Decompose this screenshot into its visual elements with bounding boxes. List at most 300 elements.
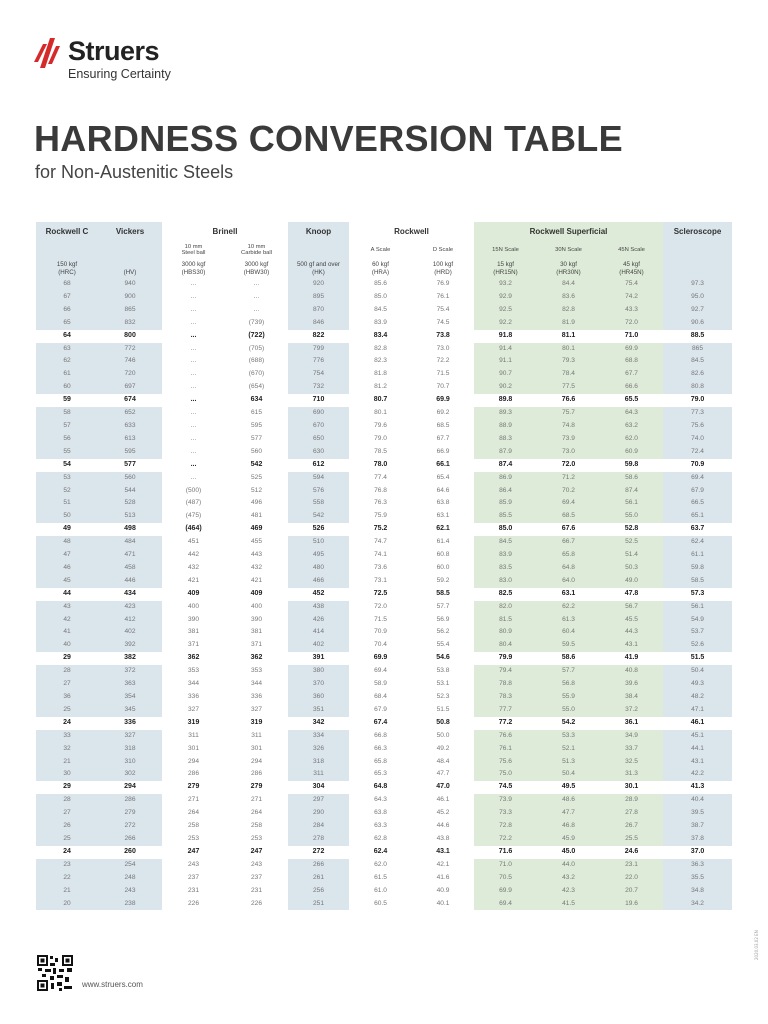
table-cell: 71.5 [349, 614, 412, 627]
table-cell: 48.2 [663, 691, 732, 704]
table-cell: 865 [663, 343, 732, 356]
table-cell: 261 [288, 872, 349, 885]
table-cell: 78.3 [474, 691, 537, 704]
table-cell: 381 [162, 626, 225, 639]
table-cell: 81.1 [537, 330, 600, 343]
table-row [36, 343, 732, 356]
table-cell: 311 [288, 768, 349, 781]
table-cell: 70.4 [349, 639, 412, 652]
table-cell: (654) [225, 381, 288, 394]
table-row [36, 549, 732, 562]
table-cell: (688) [225, 355, 288, 368]
table-row [36, 898, 732, 911]
table-cell: 47.7 [537, 807, 600, 820]
table-cell: 36 [36, 691, 98, 704]
table-cell: 95.0 [663, 291, 732, 304]
table-cell: 21 [36, 756, 98, 769]
table-cell: 61.1 [663, 549, 732, 562]
group-header: Scleroscope [663, 222, 732, 241]
table-row [36, 807, 732, 820]
table-cell: 360 [288, 691, 349, 704]
table-cell: 28 [36, 665, 98, 678]
table-cell: 72.4 [663, 446, 732, 459]
table-cell: 39.6 [600, 678, 663, 691]
table-cell: 59.8 [663, 562, 732, 575]
table-cell: 56.9 [412, 614, 474, 627]
table-cell: 45.2 [412, 807, 474, 820]
table-cell: 89.3 [474, 407, 537, 420]
table-cell: 80.8 [663, 381, 732, 394]
table-cell: 41.9 [600, 652, 663, 665]
table-cell: ... [162, 355, 225, 368]
table-cell: 78.8 [474, 678, 537, 691]
table-cell: 542 [225, 459, 288, 472]
table-cell: 64.8 [537, 562, 600, 575]
page-subtitle: for Non-Austenitic Steels [35, 162, 234, 182]
table-cell: 414 [288, 626, 349, 639]
table-cell: 327 [225, 704, 288, 717]
column-subheader: A Scale [349, 241, 412, 259]
table-cell: 52.6 [663, 639, 732, 652]
table-row [36, 588, 732, 601]
table-cell: 226 [225, 898, 288, 911]
table-cell: 56.2 [412, 626, 474, 639]
table-cell: 822 [288, 330, 349, 343]
table-cell: 71.6 [474, 846, 537, 859]
table-cell: 62.4 [663, 536, 732, 549]
table-cell: 79.9 [474, 652, 537, 665]
table-cell: 53 [36, 472, 98, 485]
table-cell: 37.2 [600, 704, 663, 717]
table-cell: 455 [225, 536, 288, 549]
column-unit [663, 259, 732, 278]
table-cell: ... [225, 304, 288, 317]
table-cell: 57.3 [663, 588, 732, 601]
table-cell: 70.2 [537, 485, 600, 498]
table-cell: 471 [98, 549, 162, 562]
table-cell: 79.3 [537, 355, 600, 368]
table-cell: 24 [36, 717, 98, 730]
table-cell: 66.6 [600, 381, 663, 394]
table-units-header [36, 259, 732, 278]
table-cell: 48 [36, 536, 98, 549]
table-cell: 23 [36, 859, 98, 872]
table-cell: 30 [36, 768, 98, 781]
table-cell: 46.1 [412, 794, 474, 807]
table-cell: 23.1 [600, 859, 663, 872]
struers-logo[interactable] [34, 34, 194, 84]
table-cell: 97.3 [663, 278, 732, 291]
table-cell: ... [162, 291, 225, 304]
table-cell: 266 [288, 859, 349, 872]
table-cell: 247 [225, 846, 288, 859]
table-cell: 90.6 [663, 317, 732, 330]
table-cell: 253 [162, 833, 225, 846]
table-cell: 53.7 [663, 626, 732, 639]
table-cell: 46.1 [663, 717, 732, 730]
table-cell: 77.7 [474, 704, 537, 717]
table-cell: 24 [36, 846, 98, 859]
table-cell: 434 [98, 588, 162, 601]
column-unit: 150 kgf (HRC) [36, 259, 98, 278]
table-row [36, 691, 732, 704]
table-cell: 279 [162, 781, 225, 794]
table-cell: 81.5 [474, 614, 537, 627]
table-cell: 481 [225, 510, 288, 523]
table-cell: 67.4 [349, 717, 412, 730]
table-cell: 40.9 [412, 885, 474, 898]
table-cell: 44.0 [537, 859, 600, 872]
table-cell: 64.6 [412, 485, 474, 498]
table-cell: 77.5 [537, 381, 600, 394]
table-cell: 57.7 [537, 665, 600, 678]
table-cell: 27.8 [600, 807, 663, 820]
table-cell: 71.0 [600, 330, 663, 343]
table-cell: 51.4 [600, 549, 663, 562]
table-cell: 526 [288, 523, 349, 536]
table-cell: 311 [225, 730, 288, 743]
table-cell: 74.8 [537, 420, 600, 433]
table-cell: 44 [36, 588, 98, 601]
table-cell: 53.3 [537, 730, 600, 743]
table-cell: 865 [98, 304, 162, 317]
table-cell: 344 [162, 678, 225, 691]
table-cell: 56.8 [537, 678, 600, 691]
table-cell: 253 [225, 833, 288, 846]
table-cell: 38.7 [663, 820, 732, 833]
table-cell: 72.2 [412, 355, 474, 368]
table-cell: 63.1 [412, 510, 474, 523]
hardness-conversion-table [36, 222, 732, 910]
table-cell: 272 [288, 846, 349, 859]
table-cell: 226 [162, 898, 225, 911]
column-unit: 45 kgf (HR45N) [600, 259, 663, 278]
table-cell: 612 [288, 459, 349, 472]
table-cell: 69.9 [600, 343, 663, 356]
website-link[interactable]: www.struers.com [82, 980, 143, 989]
table-cell: 58.9 [349, 678, 412, 691]
table-cell: 66.5 [663, 497, 732, 510]
table-cell: 237 [225, 872, 288, 885]
table-cell: 442 [162, 549, 225, 562]
group-header: Knoop [288, 222, 349, 241]
table-cell: 82.0 [474, 601, 537, 614]
table-cell: 78.4 [537, 368, 600, 381]
table-cell: 76.1 [412, 291, 474, 304]
table-cell: 55.4 [412, 639, 474, 652]
table-cell: 272 [98, 820, 162, 833]
table-cell: 37.8 [663, 833, 732, 846]
table-cell: 423 [98, 601, 162, 614]
table-cell: ... [162, 330, 225, 343]
table-cell: ... [162, 420, 225, 433]
table-cell: 846 [288, 317, 349, 330]
table-cell: 76.8 [349, 485, 412, 498]
table-cell: 54.6 [412, 652, 474, 665]
table-cell: (739) [225, 317, 288, 330]
table-cell: 49.3 [663, 678, 732, 691]
table-cell: 301 [162, 743, 225, 756]
table-cell: 342 [288, 717, 349, 730]
table-cell: 32.5 [600, 756, 663, 769]
table-cell: 294 [225, 756, 288, 769]
document-code: 2020.03.02 EN [754, 930, 759, 960]
table-cell: 75.2 [349, 523, 412, 536]
table-cell: 52 [36, 485, 98, 498]
table-cell: 243 [225, 859, 288, 872]
table-cell: 754 [288, 368, 349, 381]
table-cell: 243 [162, 859, 225, 872]
table-row [36, 872, 732, 885]
table-cell: 57 [36, 420, 98, 433]
table-cell: 82.3 [349, 355, 412, 368]
column-subheader: 10 mm Steel ball [162, 241, 225, 259]
table-cell: 710 [288, 394, 349, 407]
table-cell: 43 [36, 601, 98, 614]
table-cell: 800 [98, 330, 162, 343]
table-cell: 370 [288, 678, 349, 691]
table-row [36, 652, 732, 665]
table-row [36, 420, 732, 433]
table-subheader [36, 241, 732, 259]
table-cell: 88.3 [474, 433, 537, 446]
table-cell: 46.8 [537, 820, 600, 833]
table-cell: 28 [36, 794, 98, 807]
table-cell: 53.1 [412, 678, 474, 691]
table-cell: 40.1 [412, 898, 474, 911]
column-unit: (HV) [98, 259, 162, 278]
table-row [36, 278, 732, 291]
group-header: Rockwell Superficial [474, 222, 663, 241]
table-cell: 34.9 [600, 730, 663, 743]
qr-code-icon[interactable] [37, 955, 73, 991]
table-cell: 77.2 [474, 717, 537, 730]
table-cell: 85.0 [349, 291, 412, 304]
table-cell: 297 [288, 794, 349, 807]
column-subheader: D Scale [412, 241, 474, 259]
table-cell: 83.9 [474, 549, 537, 562]
table-cell: 732 [288, 381, 349, 394]
table-cell: 542 [288, 510, 349, 523]
table-cell: 70.9 [349, 626, 412, 639]
table-cell: 65.8 [349, 756, 412, 769]
table-cell: 63.1 [537, 588, 600, 601]
table-cell: 85.9 [474, 497, 537, 510]
table-row [36, 330, 732, 343]
table-cell: 41.3 [663, 781, 732, 794]
table-row [36, 743, 732, 756]
table-cell: 62.2 [537, 601, 600, 614]
table-cell: ... [225, 291, 288, 304]
table-cell: 33.7 [600, 743, 663, 756]
table-row [36, 433, 732, 446]
table-cell: 327 [98, 730, 162, 743]
table-cell: 595 [98, 446, 162, 459]
table-cell: 412 [98, 614, 162, 627]
column-unit: 100 kgf (HRD) [412, 259, 474, 278]
table-cell: 79.0 [349, 433, 412, 446]
table-cell: 51.3 [537, 756, 600, 769]
table-cell: 75.4 [412, 304, 474, 317]
table-cell: 92.7 [663, 304, 732, 317]
table-cell: 76.3 [349, 497, 412, 510]
table-cell: 62.8 [349, 833, 412, 846]
table-cell: 43.1 [663, 756, 732, 769]
table-cell: 319 [162, 717, 225, 730]
table-row [36, 317, 732, 330]
table-cell: 69.4 [349, 665, 412, 678]
table-cell: 67.9 [663, 485, 732, 498]
table-cell: ... [162, 407, 225, 420]
table-cell: 82.5 [474, 588, 537, 601]
table-cell: 47.7 [412, 768, 474, 781]
table-cell: 60.9 [600, 446, 663, 459]
table-row [36, 523, 732, 536]
table-cell: 62.4 [349, 846, 412, 859]
table-cell: 34.2 [663, 898, 732, 911]
table-cell: 80.1 [537, 343, 600, 356]
table-cell: 70.7 [412, 381, 474, 394]
table-cell: 59.5 [537, 639, 600, 652]
table-cell: 50.4 [663, 665, 732, 678]
table-cell: (705) [225, 343, 288, 356]
table-cell: 60.5 [349, 898, 412, 911]
table-group-header [36, 222, 732, 241]
table-cell: 89.8 [474, 394, 537, 407]
table-cell: 77.3 [663, 407, 732, 420]
table-cell: 43.3 [600, 304, 663, 317]
table-row [36, 446, 732, 459]
table-cell: 85.0 [474, 523, 537, 536]
table-cell: 66 [36, 304, 98, 317]
table-row [36, 717, 732, 730]
table-row [36, 472, 732, 485]
table-cell: 577 [225, 433, 288, 446]
table-cell: 45.9 [537, 833, 600, 846]
table-cell: 558 [288, 497, 349, 510]
table-cell: 452 [288, 588, 349, 601]
column-subheader: 45N Scale [600, 241, 663, 259]
table-cell: 51 [36, 497, 98, 510]
table-cell: 91.1 [474, 355, 537, 368]
struers-logo-mark-icon [34, 34, 64, 68]
table-cell: 90.7 [474, 368, 537, 381]
table-cell: 560 [98, 472, 162, 485]
table-cell: 498 [98, 523, 162, 536]
table-cell: 92.9 [474, 291, 537, 304]
table-cell: 38.4 [600, 691, 663, 704]
table-cell: 67.7 [600, 368, 663, 381]
table-cell: 920 [288, 278, 349, 291]
table-cell: 87.9 [474, 446, 537, 459]
table-cell: 65.4 [412, 472, 474, 485]
table-cell: 304 [288, 781, 349, 794]
table-row [36, 381, 732, 394]
table-cell: 36.1 [600, 717, 663, 730]
table-cell: 60.0 [412, 562, 474, 575]
table-cell: 279 [98, 807, 162, 820]
table-cell: 50.8 [412, 717, 474, 730]
table-cell: 66.3 [349, 743, 412, 756]
table-cell: 71.5 [412, 368, 474, 381]
table-cell: 40.4 [663, 794, 732, 807]
table-cell: 334 [288, 730, 349, 743]
table-cell: 318 [98, 743, 162, 756]
table-cell: 484 [98, 536, 162, 549]
table-cell: 84.5 [349, 304, 412, 317]
table-cell: 78.5 [349, 446, 412, 459]
column-subheader [98, 241, 162, 259]
table-cell: 53.8 [412, 665, 474, 678]
table-cell: 39.5 [663, 807, 732, 820]
table-cell: 372 [98, 665, 162, 678]
table-cell: 776 [288, 355, 349, 368]
table-cell: 82.8 [537, 304, 600, 317]
table-cell: 40.8 [600, 665, 663, 678]
table-cell: ... [162, 394, 225, 407]
table-cell: 47.1 [663, 704, 732, 717]
table-cell: 426 [288, 614, 349, 627]
table-cell: 446 [98, 575, 162, 588]
table-cell: ... [162, 368, 225, 381]
table-cell: 74.2 [600, 291, 663, 304]
table-cell: (500) [162, 485, 225, 498]
table-cell: 64.3 [349, 794, 412, 807]
table-cell: ... [162, 472, 225, 485]
table-cell: 344 [225, 678, 288, 691]
table-cell: 363 [98, 678, 162, 691]
table-row [36, 368, 732, 381]
table-cell: 62 [36, 355, 98, 368]
table-cell: 650 [288, 433, 349, 446]
table-cell: 62.1 [412, 523, 474, 536]
table-row [36, 614, 732, 627]
table-cell: 58.5 [412, 588, 474, 601]
table-cell: 58.5 [663, 575, 732, 588]
table-cell: 58.6 [600, 472, 663, 485]
table-cell: 79.0 [663, 394, 732, 407]
table-cell: 67 [36, 291, 98, 304]
table-cell: 42.3 [537, 885, 600, 898]
table-cell: 76.6 [474, 730, 537, 743]
table-cell: 75.6 [663, 420, 732, 433]
column-subheader: 30N Scale [537, 241, 600, 259]
table-cell: 72.0 [537, 459, 600, 472]
table-row [36, 626, 732, 639]
table-cell: 73.1 [349, 575, 412, 588]
table-cell: 264 [162, 807, 225, 820]
table-cell: 354 [98, 691, 162, 704]
table-cell: 70.9 [663, 459, 732, 472]
table-cell: 25.5 [600, 833, 663, 846]
table-cell: 362 [225, 652, 288, 665]
table-cell: 56 [36, 433, 98, 446]
column-unit: 3000 kgf (HBS30) [162, 259, 225, 278]
table-cell: 63.8 [349, 807, 412, 820]
table-cell: 402 [288, 639, 349, 652]
table-cell: 353 [162, 665, 225, 678]
table-cell: 243 [98, 885, 162, 898]
table-cell: 93.2 [474, 278, 537, 291]
table-cell: 41.5 [537, 898, 600, 911]
table-cell: 495 [288, 549, 349, 562]
table-row [36, 756, 732, 769]
table-cell: 466 [288, 575, 349, 588]
table-cell: 75.4 [600, 278, 663, 291]
table-cell: 286 [162, 768, 225, 781]
table-cell: 51.5 [412, 704, 474, 717]
table-cell: 49.5 [537, 781, 600, 794]
